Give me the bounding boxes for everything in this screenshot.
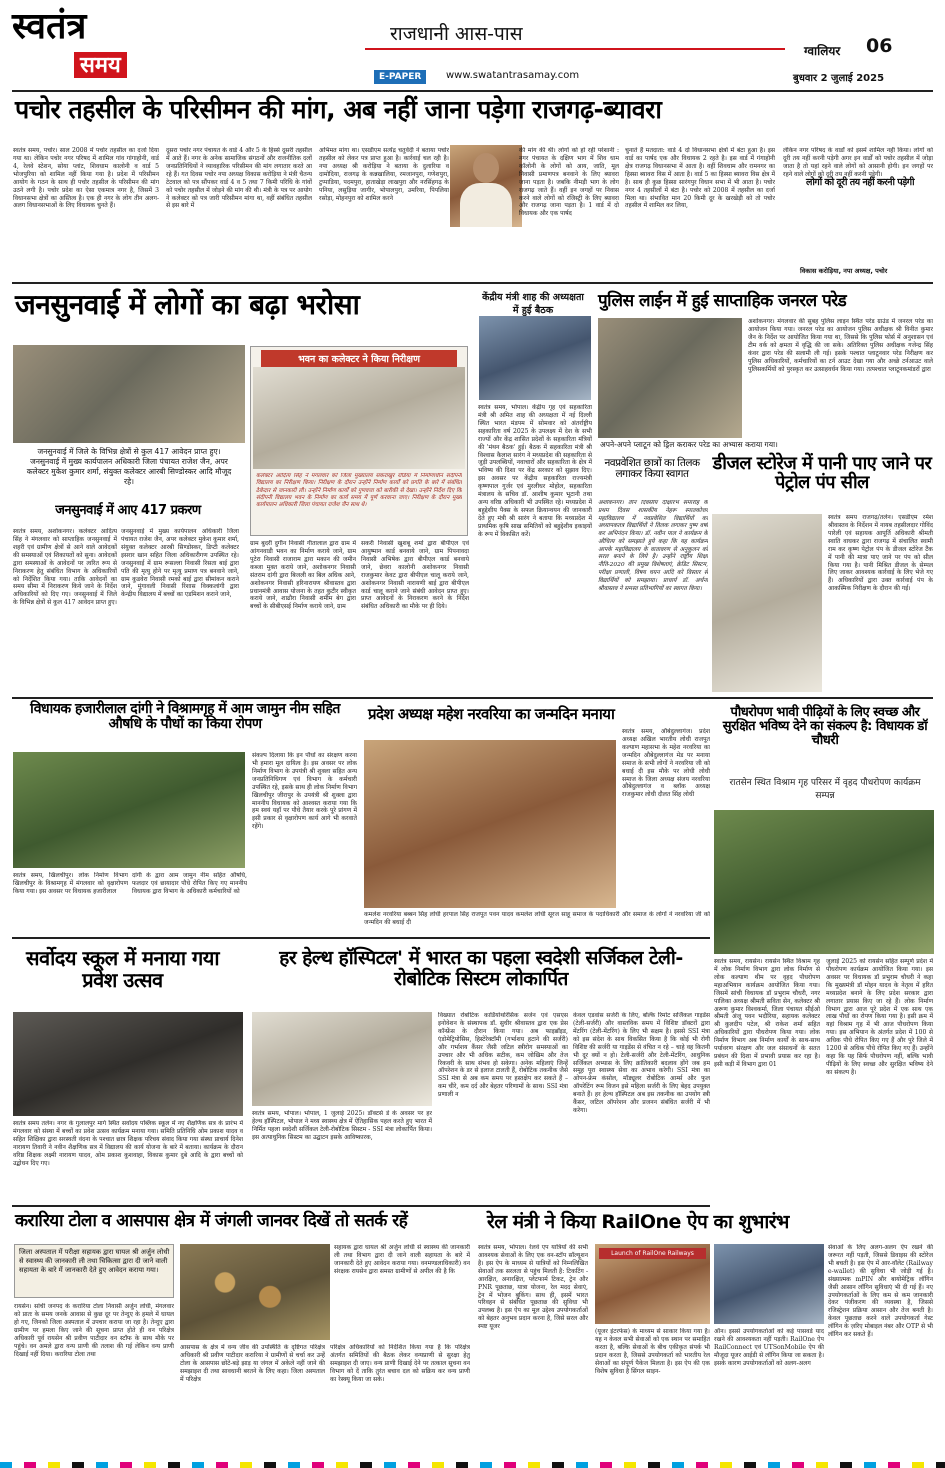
lead-col1: स्वतंत्र समय, पचोर। साल 2008 में पचोर तहसील का दर्जा दिया गया था। लेकिन पचोर नगर परिषद में शामिल गांव गांगाहोनी, वार्ड 4, रेलवे स्टेशन, सोया प्लांट, शिवधाम कालोनी व वार्ड 5 भोजपुरिया को शामिल नहीं किया गया है। प्रदेश में परिसीमन आयोग के गठन के साथ ही पचोर तहसील के परिसीमन की मांग उठने लगी है। पचोर प्रदेश का ऐसा एकमात्र नगर है, जिसमें 3 विधानसभा क्षेत्रों का अस्तित्व है। एक ही नगर के लोग तीन अलग-अलग विधानसभाओं के लिए विधायक चुनते हैं। [13, 147, 159, 210]
railone-photo-2 [714, 1244, 824, 1324]
robotic-text-c: केवल एडवांस सर्जरी के लिए, बल्कि रिमोट सर्जिकल गाइडेंस (टेली-सर्जरी) और वास्तविक समय में विशिष्ट डॉक्टरों द्वारा मेंटरिंग (टेली-मेंटरिंग) के लिए भी सक्षम है। इससे SSI मंत्रा को इस संदेश के साथ विकसित किया है कि कोई भी रोगी विशिष्ट की सर्जरी या गाइडेंस से वंचित न रहे – चाहे वह कितनी भी दूर क्यों न हो। टेली-सर्जरी और टेली-मेंटरिंग, आधुनिक सर्जिकल अभ्यास के लिए क्रांतिकारी बदलाव होंगे जब हम समूह पूरा स्वास्थ्य सेवा का अभाव करेगी। SSI मंत्रा का ओपन-फ्रेम कंसोल, मॉड्यूलर रोबोटिक आर्म्स और फुल ऑपरेटिंग रूम विजन इसे महिला सर्जरी के लिए बेहद उपयुक्त बनाते हैं। हर हेल्थ हॉस्पिटल अब इस तकनीक का उपयोग स्त्री कैंसर, जटिल ऑपरेशन और प्रजनन संबंधित सर्जरी में भी करेगा। [573, 1012, 710, 1115]
lead-quote-author: विकास करोड़िया, नपा अध्यक्ष, पचोर [800, 267, 888, 275]
railone-text-d: सेवाओं के लिए अलग-अलग ऐप रखने की जरूरत नहीं पड़ती, जिससे डिवाइस की स्टोरेज भी बचती है। इस ऐप में आर-वॉलेट (Railway e-wallet) की सुविधा भी जोड़ी गई है। संख्यात्मक mPIN और बायोमेट्रिक लॉगिन जैसी आसान लॉगिन सुविधाएं भी दी गई हैं। नए उपयोगकर्ताओं के लिए कम से कम जानकारी देकर पंजीकरण की व्यवस्था है, जिससे रजिस्ट्रेशन प्रक्रिया आसान और तेज बनती है। केवल पूछताछ करने वाले उपयोगकर्ता गेस्ट लॉगिन के ज़रिए मोबाइल नंबर और OTP से भी लॉगिन कर सकते हैं। [828, 1244, 933, 1339]
diesel-text: स्वतंत्र समय राजगढ़/तलेन। एसडीएम रमेश श्रीवास्तव के निर्देशन में नायब तहसीलदार गोविंद पारेली एवं सहायक आपूर्ति अधिकारी श्रीमती स्वाति वाघकर द्वारा राजगढ़ में संचालित स्वामी राम कर कृष्ण पेट्रोल पंप के डीजल स्टोरेज टैंक में पानी की मात्रा पाए जाने पर पंप को सील किया गया है। पानी मिश्रित डीजल के सेम्पल लिए जाकर आवश्यक कार्रवाई के लिए भेजे गए हैं। अधिकारियों द्वारा उक्त कार्रवाई पंप के आकस्मिक निरीक्षण के दौरान की गई। [828, 514, 933, 593]
inset-photo [253, 367, 465, 469]
railone-text-b: (यूजर इंटरफेस) के माध्यम से साकार किया गया है। यह न केवल सभी सेवाओं को एक स्थान पर समाहित करता है, बल्कि सेवाओं के बीच एकीकृत संपर्क भी प्रदान करता है, जिससे उपयोगकर्ता को भारतीय रेल सेवाओं का संपूर्ण पैकेज मिलता है। इस ऐप की एक विशेष सुविधा है सिंगल साइन- [595, 1328, 710, 1375]
railone-banner: Launch of RailOne Railways [599, 1248, 706, 1259]
lead-col3: अभिमत मांगा था। एसडीएम सत्येंद्र चतुर्वेदी ने बताया पचोर तहसील को लेकर पत्र प्राप्त हुआ है। कार्रवाई चल रही है। नपा अध्यक्ष श्री करोड़िया ने बताया के दुलारिया व दामोदिया, राजगढ़ के कन्नखालिया, रमजानपुरा, गणेशपुरा, टुप्पाडिया, पदमपुरा, हाताखेड़ा लाखपुरा और नरसिंहगढ़ के पनिया, लसुड़िया जागीर, भोपालपुरा, उमरिया, पिपलिया रसोड़ा, मोहनपुरा को शामिल करने [319, 147, 449, 202]
lead-divider [12, 282, 933, 284]
section-underline [365, 48, 785, 50]
jungle-text-c: आसपास के क्षेत्र में वन्य जीव की उपस्थिति के दृष्टिगत परिक्षेत्र अधिकारी श्री प्रवीण पाटीदार करारिया ने ग्रामीणों से चर्चा कर उन्हें टोला के आसपास छोटे-बड़े झाड़ या जंगल में अकेले नहीं जाने की समझाइश दी तथा सावधानी बरतने के लिए कहा। जिला अस्पताल में परिक्षेत्र [180, 1344, 325, 1383]
police-photo [598, 318, 742, 438]
janta-inset [250, 346, 468, 536]
mid-divider-3 [12, 1205, 710, 1207]
jungle-text-a: रायसेन। सांची जनपद के करारिया टोला निवासी अर्जुन लोधी, मंगलवार को प्रातः के समय जनके आवास से कुछ दूर पर तेन्दुए के हमले में घायल हो गए, जिनको जिला अस्पताल में उपचार कराया जा रहा है। तेन्दुए द्वारा ग्रामीण पर हमला किए जाने की सूचना प्राप्त होते ही वन परिक्षेत्र अधिकारी पूर्व रायसेन श्री प्रवीण पाटीदार वन स्टॉफ के साथ मौके पर पहुंचे। वन अमले द्वारा वन्य प्राणी की तलाश की गई लेकिन वन्य प्राणी दिखाई नहीं दिया। करारिया टोला तथा [14, 1303, 174, 1358]
jungle-leopard-photo [180, 1244, 330, 1340]
jungle-intro-box [14, 1244, 174, 1298]
police-caption: अपने-अपने प्लाटून को ड्रिल कराकर परेड का अभ्यास कराया गया। [600, 440, 778, 449]
page-number: 06 [866, 35, 893, 57]
footer-registration-bar [0, 1462, 945, 1468]
tilak-text: अशोकनगर। तीन दिवसीय दीक्षारंभ समारोह के प्रथम दिवस शासकीय नेहरू स्नातकोत्तर महाविद्यालय में नवप्रवेशित विद्यार्थियों का अध्यापकतत्र विद्यार्थियों ने तिलक लगाकर पुष्प वर्षा कर अभिनंदन किया। डॉ. नवीन पाल ने कार्यक्रम के औचित्य को समझाते हुये कहा कि यह कार्यक्रम आपके महाविद्यालय के वातावरण से अनुकूलन को सरल बनाने के लिये है। उन्होंने राष्ट्रीय शिक्षा नीति-2020 की प्रमुख विशेषताएं, क्रेडिट सिस्टम, परीक्षा प्रणाली, विषय चयन आदि को विस्तार से विद्यार्थियों को समझाया। प्राचार्य डॉ. अर्चना श्रीवास्तव ने समस्त प्रतिभागियों का स्वागत किया। [598, 500, 708, 592]
narwariya-bottom: कमलेश नरवरिया बब्बन सिंह लोधी हरपाल सिंह राजपूत पवन यादव कमलेश लोधी सूरज साहू समाज के पदाधिकारी और समाज के लोगों ने नरवरिया जी को जन्मदिन की बधाई दी [364, 911, 710, 926]
robotic-text-b: विख्यात रोबोटिक कार्डियोथोरेसिक सर्जन एवं एसएस इनोवेशन के संस्थापक डॉ. सुधीर श्रीवास्तव द्वारा एक प्रेस कॉन्फ्रेंस के दौरान किया गया। अब फाइब्रॉइड, एंडोमेट्रियोसिस, हिस्टेरेक्टॉमी (गर्भाशय हटाने की सर्जरी) और गर्भाशय कैंसर जैसी जटिल स्त्रीरोग समस्याओं का उपचार और भी अधिक सटीक, कम जोखिम और तेज रिकवरी के साथ संभव हो सकेगा। अनेक महिलाएं जिन्हें ऑपरेशन के डर से इलाज टालती हैं, रोबोटिक तकनीक जैसे SSI मंत्रा से अब कम समय पर हस्तक्षेप कर सकते हैं – कम चीरे, कम दर्द और बेहतर परिणामों के साथ। SSI मंत्रा प्रणाली न [438, 1012, 568, 1099]
portrait-body [460, 183, 512, 227]
school-text: स्वतंत्र समय तलेन। नगर के गुलालपुर मार्ग स्थित सर्वोदय पब्लिक स्कूल में नए शैक्षणिक सत्र के प्रारंभ में मंगलवार को संस्था में बच्चों का प्रवेश उत्सव कार्यक्रम मनाया गया। समिति प्रतिनिधि ओम प्रकाश यादव व सहित शिक्षिका द्वारा सरस्वती वंदना के पश्चात छात्र शिक्षक परिचय संवाद किया गया संस्था प्राचार्य दिनेश नारायण तिवारी ने नवीन शैक्षणिक सत्र में विद्यालय की कार्य योजना के बारे में बताया। कार्यक्रम के दौरान वरिष्ठ शिक्षक लक्ष्मी नारायण यादव, ओम प्रकाश कुशवाहा, विकास कुमार दुबे आदि के द्वारा बच्चों को उद्बोधन दिए गए। [13, 1120, 243, 1167]
janta-col4: सकरी निवासी खुशबू शर्मा द्वारा बीपीएल एवं आयुष्मान कार्ड बनवाये जाने, ग्राम पिपनावदा निवासी अभिषेक द्वारा बीपीएल कार्ड बनवाये जाने, छेवरा कालोनी अशोकनगर निवासी राजकुमार केवट द्वारा बीपीएल चालू कराये जाने, अशोकनगर निवासी नारायणी बाई द्वारा बीपीएल कार्ड चालू कराने जाने संबंधी आवेदन प्राप्त हुए। प्राप्त आवेदनों के निराकरण करने के निर्देश संबंधित अधिकारी का मौके पर ही दिये। [361, 540, 469, 611]
tilak-headline: नवप्रवेशित छात्रों का तिलक लगाकर किया स्वागत [604, 457, 700, 481]
janta-col2: जनसुनवाई में मुख्य कार्यपालन अधिकारी जिला पंचायत राजेश जैन, अपर कलेक्टर मुकेश कुमार शर्मा, संयुक्त कलेक्टर आरबी सिण्डोस्कर, डिप्टी कलेक्टर इसरार खान सहित जिला अधिकारीगण उपस्थित रहे। जनसुनवाई में ग्राम रूसल्ला निवासी रिसता बाई द्वारा पति की मृत्यु होने पर मृत्यु प्रमाण पत्र बनवाने जाने, ग्राम कुडवेरा निवासी रमको बाई द्वारा सीमांकन कराने जाने, मुंगावली निवासी रिंशास विक्कलांगी द्वारा केन्द्रीय विद्यालय में बच्चों का एडमिशन कराने जाने, [121, 528, 239, 599]
shah-text: स्वतंत्र समय, भोपाल। केंद्रीय गृह एवं सहकारिता मंत्री श्री अमित शाह की अध्यक्षता में नई दिल्ली स्थित भारत मंडपम में सोमवार को अंतर्राष्ट्रीय सहकारिता वर्ष 2025 के उपलक्ष्य में देश के सभी राज्यों और केंद्र शासित प्रदेशों के सहकारिता मंत्रियों की 'मंथन बैठक' हुई। बैठक में सहकारिता मंत्री श्री विश्वास कैलाश सारंग ने मध्यप्रदेश की सहकारिता से जुड़ी उपलब्धियों, नवाचारों और सहकारिता के क्षेत्र में भविष्य की दिशा पर केंद्र सरकार को सुझाव दिए। इस अवसर पर केंद्रीय सहकारिता राज्यमंत्री कृष्णपाल गुर्जर एवं मुरलीधर मोहोल, सहकारिता मंत्रालय के सचिव डॉ. आशीष कुमार भूटानी तथा अन्य वरिष्ठ अधिकारी भी उपस्थित रहे। मध्यप्रदेश में बहुद्देशीय पैक्स के सफल क्रियान्वयन की जानकारी देते हुए मंत्री श्री सारंग ने बताया कि मध्यप्रदेश में प्राथमिक कृषि साख समितियों को बहुद्देशीय इकाइयों के रूप में विकसित करें। [478, 404, 592, 538]
lead-col2: दूसरा पचोर नगर पंचायत के वार्ड 4 और 5 के हिस्से दूसरी तहसील में आते हैं। नगर के अनेक सामाजिक संगठनों और राजनीतिक दलों जनप्रतिनिधियों ने व्यावहारिक परिसीमन की मांग लगातार करते आ रहे हैं। गत दिवस पचोर नपा अध्यक्ष विकास करोड़िया ने मंत्री चैतन्य टेटवाल को पत्र सौंपकर वार्ड 4 व 5 तथा 7 किमी परिधि के गांवों को पचोर तहसील में जोड़ने की मांग की थी। मंत्री के पत्र पर आयोग ने कलेक्टर को पत्र जारी परिसीमन मांगा था, वहीं संबंधित तहसील से इस बारे में [166, 147, 312, 210]
hazarilal-text-a: स्वतंत्र समय, खिलचीपुर। लोक निर्माण विभाग खिलचीपुर के विश्रामगृह में मंगलवार को वृक्षारोपण किया गया। इस अवसर पर विधायक हजारीलाल [13, 872, 128, 895]
hazarilal-text-c: संकल्प दिलाया कि इन पौधों का संरक्षण करना भी हमारा मूल दायित्व है। इस अवसर पर लोक निर्माण विभाग के उपयंत्री श्री शुक्ला सहित अन्य जनप्रतिनिधिगण एवं विभाग के कर्मचारी उपस्थित रहे, इसके साथ ही लोक निर्माण विभाग खिलचीपुर जीरापुर के उपयंत्री श्री शुक्ला द्वारा माननीय विधायक को आश्वस्त कराया गया कि हम स्वयं यहाँ पर पौधे तैयार करके पूरे प्रांगण में इसी प्रकार से वृक्षारोपण कार्य आगे भी करवाते रहेंगे। [252, 752, 357, 831]
jungle-text-d: परिक्षेत्र अधिकारियों को निर्देशित किया गया है कि परिक्षेत्र अंतर्गत समितियों की बैठक लेकर वन्यप्राणी से सुरक्षा हेतु समझाइश दी जाए। वन्य प्राणी दिखाई देने पर तत्काल सूचना वन विभाग को दें ताकि तुरंत बचाव दल को सक्रिय कर वन्य प्राणी का रेस्क्यू किया जा सके। [330, 1344, 470, 1383]
police-headline: पुलिस लाईन में हुई साप्ताहिक जनरल परेड [598, 291, 847, 311]
hazarilal-photo [13, 752, 245, 868]
portrait-head [473, 153, 499, 183]
lead-col4: की मांग की थी। लोगों को हो रही परेशानी : नगर पंचायत के दक्षिण भाग में शिव धाम कॉलोनी के लोगों को आय, जाति, मूल निवासी प्रमाणपत्र बनवाने के लिए ब्यावरा जाना पड़ता है। जबकि नीमड़ी भाग के लोग राजगढ़ जाते हैं। वहीं इन जगहों पर निवास करने वाले लोगों को रजिस्ट्री के लिए ब्यावरा और राजगढ़ जाना पड़ता है। 1 वार्ड में दो विधायक और एक पार्षद [519, 147, 619, 218]
railone-photo-1 [595, 1244, 710, 1324]
railone-headline: रेल मंत्री ने किया RailOne ऐप का शुभारंभ [487, 1211, 789, 1233]
robotic-headline: हर हेल्थ हॉस्पिटल' में भारत का पहला स्वदेशी सर्जिकल टेली-रोबोटिक सिस्टम लोकार्पित [279, 947, 683, 990]
website-link[interactable]: www.swatantrasamay.com [446, 70, 580, 81]
masthead-rule [12, 90, 933, 92]
hazarilal-text-b: दांगी के द्वारा आम जामुन नीम सहित औषधि, फलदार एवं छायादार पौधे रोपित किए गए माननीय विधायक द्वारा विभाग के अधिकारी कर्मचारियों को [132, 872, 247, 895]
lead-headline: पचोर तहसील के परिसीमन की मांग, अब नहीं जाना पड़ेगा राजगढ़-ब्यावरा [15, 95, 662, 124]
chaudhary-subhead: रातसेन स्थित विश्राम गृह परिसर में वृहद पौधरोपण कार्यक्रम सम्पन्न [729, 778, 921, 801]
logo [12, 5, 127, 88]
logo-line1: स्वतंत्र [12, 5, 87, 47]
diesel-photo [712, 514, 822, 692]
chaudhary-photo [714, 810, 934, 954]
mid-divider-2 [12, 937, 710, 939]
lead-col5: चुनाते हैं मतदाता: वार्ड 4 दो विधानसभा क्षेत्रों में बंटा हुआ है। इस वार्ड का पार्षद एक और विधायक 2 रहते है। इस वार्ड में गंगाहोनी क्षेत्र राजगढ़ विधानसभा में आता है। वहीं शिवधाम और रामनगर का हिस्सा ब्यावरा विस में आता है। वार्ड 5 का हिस्सा ब्यावरा विस क्षेत्र में है। साथ ही कुछ हिस्सा सारंगपुर विधान सभा में भी आता है। पचोर नगर 4 तहसीलों में बंटा है। पचोर को 2008 में तहसील का दर्जा मिला था। संभावित मान 20 किमी दूर के खरखेड़ी को तो पचोर तहसील में शामिल कर लिया, [625, 147, 775, 210]
lead-subhead: लोगों को दूरी तय नहीं करनी पड़ेगी [805, 177, 915, 188]
chaudhary-text-a: स्वतंत्र समय, रायसेन। रायसेन स्थित विश्राम गृह में लोक निर्माण विभाग द्वारा लोक निर्माण से लोक कल्याण थीम पर वृहद पौधरोपण महाअभियान कार्यक्रम आयोजित किया गया। जिसमें सांची विधायक डॉ प्रभुराम चौधरी, नगर पालिका अध्यक्ष श्रीमती सविता सेन, कलेक्टर श्री अरूण कुमार विश्वकर्मा, जिला पंचायत सीईओ श्रीमती अंजू पवन भदौरिया, सहायक कलेक्टर श्री कुलदीप पटेल, श्री राकेश शर्मा सहित अधिकारियों द्वारा पौधरोपण किया गया। लोक निर्माण विभाग अब निर्माण कार्यों के साथ-साथ पर्यावरण संरक्षण और जल संसाधनों के सतत प्रबंधन की दिशा में प्रभावी प्रयास कर रहा है। इसी कड़ी में विभाग द्वारा 01 [714, 958, 820, 1068]
shah-headline: केंद्रीय मंत्री शाह की अध्यक्षता में हुई बैठक [482, 292, 584, 316]
inset-title: भवन का कलेक्टर ने किया निरीक्षण [261, 350, 457, 367]
mid-divider-1 [12, 697, 933, 699]
janta-photo [13, 345, 245, 443]
robotic-text-a: स्वतंत्र समय, भोपाल। भोपाल, 1 जुलाई 2025। डॉक्टर्स डे के अवसर पर हर हेल्थ हॉस्पिटल, भोपाल ने मध्य स्वास्थ्य क्षेत्र में ऐतिहासिक पहल करते हुए भारत में निर्मित पहला स्वदेशी सर्जिकल टेली-रोबोटिक सिस्टम - SSI मंत्रा लोकार्पित किया। इस अत्याधुनिक सिस्टम का उद्घाटन इसके आविष्कारक, [252, 1110, 432, 1141]
janta-col3: ग्राम बुदर्री दुर्गीन निवासी गीतालाल द्वारा ग्राम में आंगनवाडी भवन का निर्माण कराये जाने, ग्राम पुटेरा निवासी राजाराम द्वारा मकान की जमीन कब्जा मुक्त कराये जाने, अशोकनगर निवासी संतराम दांगी द्वारा बिजली का बिल अधिक आने, अशोकनगर निवासी हरिनारायण श्रीवास्तव द्वारा प्रधानमंत्री आवास योजना के तहत कुटीर स्वीकृत कराये जाने, शाढौरा निवासी शमीम बेग द्वारा बच्चों के सीबीएसई निर्माण कराये जाने, ग्राम [250, 540, 356, 611]
masthead [0, 0, 945, 94]
narwariya-headline: प्रदेश अध्यक्ष महेश नरवरिया का जन्मदिन मनाया [368, 705, 615, 723]
chaudhary-text-b: जुलाई 2025 को रायसेन सहित सम्पूर्ण प्रदेश में पौधरोपण कार्यक्रम आयोजित किया गया। इस अवसर पर विधायक डॉ प्रभुराम चौधरी ने कहा कि मुख्यमंत्री डॉ मोहन यादव के नेतृत्व में हरित मध्यप्रदेश बनाने के लिए प्रदेश सरकार द्वारा लगातार प्रयास किए जा रहे हैं। लोक निर्माण विभाग द्वारा आज पूरे प्रदेश में एक साथ एक लाख पौधों का रोपण किया गया है। इसी क्रम में यहां विश्राम गृह में भी आज पौधरोपण किया गया। इस अभियान के अंतर्गत प्रदेश में 100 से अधिक पौधे रोपित किए गए हैं और पुरे जिले में 1200 से अधिक पौधे रोपित किए गए हैं। उन्होंने कहा कि यह सिर्फ पौधरोपण नहीं, बल्कि भावी पीढ़ियों के लिए स्वच्छ और सुरक्षित भविष्य देने का संकल्प है। [826, 958, 933, 1076]
chaudhary-headline: पौधरोपण भावी पीढ़ियों के लिए स्वच्छ और सुरक्षित भविष्य देने का संकल्प है: विधायक डॉ चौधरी [722, 705, 928, 749]
school-photo [13, 1012, 243, 1116]
school-headline: सर्वोदय स्कूल में मनाया गया प्रवेश उत्सव [25, 946, 220, 992]
lead-col6: लेकिन नगर परिषद के वार्डों को इसमें शामिल नहीं किया। लोगों को दूरी तय नहीं करनी पड़ेगी अगर इन वार्डों को पचोर तहसील में जोड़ा जाता है तो यहां रहने वाले लोगों को आसानी होगी। इन जगहों पर रहने वाले लोगों को दूरी तय नहीं करनी पड़ेगी। [783, 147, 933, 178]
section-title: राजधानी आस-पास [390, 23, 523, 45]
issue-date: बुधवार 2 जुलाई 2025 [793, 73, 885, 84]
epaper-label[interactable]: E-PAPER [374, 70, 426, 84]
police-text: अशोकनगर। मंगलवार की सुबह पुलिस लाइन स्थित परेड ग्राउंड में जनरल परेड का आयोजन किया गया। जनरल परेड का आयोजन पुलिस अधीक्षक श्री विनीत कुमार जैन के निर्देश पर आयोजित किया गया था, जिससे कि पुलिस फोर्स में अनुशासन एवं टीम वर्क को क्षमता में वृद्धि की जा सके। अतिरिक्त पुलिस अधीक्षक गजेन्द्र सिंह कंवर द्वारा परेड की सलामी ली गई। इसके पश्चात प्लाटूनवार परेड निरीक्षण कर पुलिस अधिकारियों, कर्मचारियों का टर्न आउट देखा गया और अच्छे टर्नआउट वाले पुलिसकर्मियों को पुरस्कृत कर उत्साहवर्धन किया गया। तत्पश्चात प्लाटूनकमांडरों द्वारा [748, 318, 933, 373]
jungle-intro: जिला अस्पताल में परीक्षा सहायक द्वारा घायल श्री अर्जुन लोधी से स्वास्थ्य की जानकारी ली तथा चिकित्सा द्वारा दी जाने वाली सहायता के बारे में जानकारी देते हुए आवेदन कराया गया। [19, 1248, 170, 1274]
janta-subheading: जनसुनवाई में आए 417 प्रकरण [55, 503, 201, 518]
janta-headline: जनसुनवाई में लोगों का बढ़ा भरोसा [15, 288, 360, 321]
robotic-photo [252, 1012, 432, 1106]
shah-photo [479, 316, 591, 400]
janta-col1: स्वतंत्र समय, अशोकनगर। कलेक्टर आदित्य सिंह ने मंगलवार को साप्ताहिक जनसुनवाई में शहरी एवं ग्रामीण क्षेत्रों से आने वाले आवेदकों की समस्याओं एवं शिकायतों को सुना। आवेदकों द्वारा समस्याओं के आवेदनों पर त्वरित रूप से निराकरण हेतु संबंधित विभाग के अधिकारियों को निर्देशित किया गया। ताकि आवेदनों का समय सीमा में निराकरण किये जाने के निर्देश अधिकारियों को दिए गए। जनसुनवाई में जिले के विभिन्न क्षेत्रों से कुल 417 आवेदन प्राप्त हुए। [13, 528, 117, 607]
jungle-text-b: सहायक द्वारा घायल श्री अर्जुन लोधी से स्वास्थ्य की जानकारी ली तथा विभाग द्वारा दी जाने वाली सहायता के बारे में जानकारी देते हुए आवेदन कराया गया। वनमण्डलाधिकारी) वन संरक्षक रायसेन द्वारा समस्त ग्रामीणों से अपील की है कि [334, 1244, 470, 1275]
hazarilal-headline: विधायक हजारीलाल दांगी ने विश्रामगृह में आम जामुन नीम सहित औषधि के पौधों का किया रोपण [30, 701, 340, 733]
railone-text-a: स्वतंत्र समय, भोपाल। रेलवे एप यात्रियों की सभी आवश्यक सेवाओं के लिए एक वन-स्टॉप सॉल्यूशन है। इस ऐप के माध्यम से यात्रियों को निम्नलिखित सेवाओं तक सरलता से पहुंच मिलती है: टिकटिंग - आरक्षित, अनारक्षित, प्लेटफार्म टिकट, ट्रेन और PNR पूछताछ, यात्रा योजना, रेल मदद सेवाएं, ट्रेन में भोजन बुकिंग। साथ ही, इसमें भारत परिवहन से संबंधित पूछताछ की सुविधा भी उपलब्ध है। इस ऐप का मूल उद्देश्य उपयोगकर्ताओं को बेहतर अनुभव प्रदान करना है, जिसे सरल और स्पष्ट यूजर [478, 1244, 588, 1331]
lead-portrait [450, 145, 522, 227]
jungle-headline: करारिया टोला व आसपास क्षेत्र में जंगली जानवर दिखें तो सतर्क रहें [15, 1211, 408, 1231]
logo-line2: समय [74, 52, 127, 78]
city-name: ग्वालियर [804, 44, 841, 58]
diesel-headline: डीजल स्टोरेज में पानी पाए जाने पर पेट्रोल पंप सील [712, 453, 932, 494]
narwariya-photo [364, 740, 616, 908]
railone-text-c: ऑन। इससे उपयोगकर्ताओं को कई पासवर्ड याद रखने की आवश्यकता नहीं पड़ती। RailOne ऐप RailConnect एवं UTSonMobile ऐप की मौजूदा यूजर आईडी से लॉगिन किया जा सकता है। इसके कारण उपयोगकर्ताओं को अलग-अलग [714, 1328, 824, 1367]
narwariya-text: स्वतंत्र समय, औबेदुल्लागंज। प्रदेश अध्यक्ष अखिल भारतीय लोधी राजपूत कल्याण महासभा के महेश नरवरिया का जन्मदिन औबेदुल्लागंज मेड पर मनाया समाज के सभी लोगों ने नरवरिया जी को बधाई दी इस मौके पर लोधी लोधी समाज के जिला अध्यक्ष संजय नरवरिया औबेदुल्लागंज व ब्लॉक अध्यक्ष राजकुमार लोधी दौलत सिंह लोधी [622, 728, 710, 799]
inset-text: कलेक्टर आदित्य सिंह ने मंगलवार को जिला मुख्यालय संकराखुर रोडिया में निर्माणाधीन संदीपनी विद्यालय का निरीक्षण किया। निरीक्षण के दौरान उन्होंने निर्माण कार्यों को प्रगति के बारे में संबंधित ठेकेदार से जानकारी ली। उन्होंने निर्माण कार्यों को गुणवत्ता को बारीकी से देखा। उन्होंने निर्देश दिए कि संदीपनी विद्यालय भवन के निर्माण का कार्य समय में पूर्ण करवाना जाए। निरीक्षण के दौरान मुख्य कार्यपालन अधिकारी जिला पंचायत राजेश जैन साथ थे। [256, 473, 462, 509]
janta-photo-caption: जनसुनवाई में जिले के विभिन्न क्षेत्रों से कुल 417 आवेदन प्राप्त हुए। जनसुनवाई में मुख्य कार्यपालन अधिकारी जिला पंचायत राजेश जैन, अपर कलेक्टर मुकेश कुमार शर्मा, संयुक्त कलेक्टर आरबी सिण्डोस्कर आदि मौजूद रहे। [26, 447, 232, 486]
